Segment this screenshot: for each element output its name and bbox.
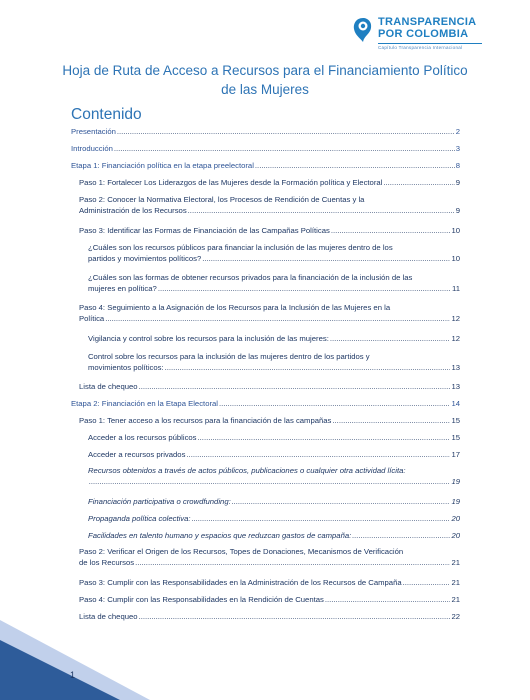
toc-page-number: 19: [451, 477, 460, 486]
toc-entry[interactable]: [71, 143, 460, 154]
toc-entry-text: Lista de chequeo: [79, 612, 138, 621]
toc-entry[interactable]: [88, 449, 460, 460]
toc-entry[interactable]: [88, 272, 460, 294]
toc-heading: Contenido: [71, 106, 142, 123]
toc-page-number: 20: [451, 514, 460, 523]
toc-page-number: 21: [451, 595, 460, 604]
toc-page-number: 10: [451, 254, 460, 263]
toc-entry-text: ¿Cuáles son las formas de obtener recursos privados para la financiación de la inclusión de las: [88, 273, 413, 282]
toc-page-number: 21: [451, 558, 460, 567]
dot-leader: [352, 530, 450, 541]
toc-page-number: 22: [451, 612, 460, 621]
toc-entry-text: Administración de los Recursos: [79, 206, 187, 215]
toc-entry-text: Facilidades en talento humano y espacios que reduzcan gastos de campaña:: [88, 531, 352, 540]
dot-leader: [188, 205, 455, 216]
dot-leader: [325, 594, 451, 605]
toc-entry[interactable]: [88, 465, 460, 487]
dot-leader: [330, 333, 451, 344]
dot-leader: [139, 381, 451, 392]
corner-decoration: [0, 560, 180, 700]
dot-leader: [105, 313, 450, 324]
dot-leader: [192, 513, 451, 524]
logo-subtitle: Capítulo Transparencia Internacional: [378, 45, 463, 50]
toc-page-number: 3: [455, 144, 460, 153]
toc-entry[interactable]: [88, 432, 460, 443]
toc-entry[interactable]: [79, 381, 460, 392]
toc-entry-text: Introducción: [71, 144, 113, 153]
dot-leader: [158, 283, 451, 294]
dot-leader: [332, 415, 450, 426]
toc-page-number: 19: [451, 497, 460, 506]
toc-entry-text: Paso 4: Cumplir con las Responsabilidades en la Rendición de Cuentas: [79, 595, 324, 604]
page-number: 1: [70, 670, 76, 680]
toc-entry[interactable]: [71, 160, 460, 171]
dot-leader: [89, 476, 450, 487]
toc-entry-text: Lista de chequeo: [79, 382, 138, 391]
dot-leader: [403, 577, 451, 588]
toc-entry[interactable]: [71, 398, 460, 409]
toc-entry-text: Paso 2: Conocer la Normativa Electoral, los Procesos de Rendición de Cuentas y la: [79, 195, 365, 204]
toc-entry-text: Acceder a los recursos públicos: [88, 433, 197, 442]
dot-leader: [165, 362, 451, 373]
toc-page-number: 11: [452, 284, 460, 293]
toc-entry-text: Paso 4: Seguimiento a la Asignación de los Recursos para la Inclusión de las Mujeres en la: [79, 303, 391, 312]
toc-entry[interactable]: [71, 126, 460, 137]
toc-entry[interactable]: [79, 194, 460, 216]
toc-entry-text: de los Recursos: [79, 558, 135, 567]
toc-entry-text: Acceder a recursos privados: [88, 450, 186, 459]
dot-leader: [117, 126, 455, 137]
toc-entry-text: Política: [79, 314, 105, 323]
toc-entry-text: Presentación: [71, 127, 116, 136]
toc-page-number: 15: [451, 416, 460, 425]
toc-page-number: 2: [455, 127, 460, 136]
logo: [352, 14, 482, 54]
toc-entry-text: Propaganda política colectiva:: [88, 514, 191, 523]
toc-entry-text: Financiación participativa o crowdfunding:: [88, 497, 231, 506]
logo-line2: POR COLOMBIA: [378, 28, 469, 40]
toc-page-number: 9: [455, 178, 460, 187]
toc-page-number: 10: [451, 226, 460, 235]
toc-page-number: 21: [451, 578, 460, 587]
toc-entry[interactable]: [88, 530, 460, 541]
toc-page-number: 12: [451, 314, 460, 323]
document-title: Hoja de Ruta de Acceso a Recursos para el Financiamiento Político de las Mujeres: [62, 63, 468, 97]
toc-page-number: 9: [455, 206, 460, 215]
dot-leader: [135, 557, 450, 568]
dot-leader: [114, 143, 455, 154]
toc-entry-text: Etapa 1: Financiación política en la etapa preelectoral: [71, 161, 254, 170]
toc-entry-text: Vigilancia y control sobre los recursos para la inclusión de las mujeres:: [88, 334, 329, 343]
logo-rule: [378, 43, 482, 44]
toc-entry-text: mujeres en política?: [88, 284, 157, 293]
logo-line1: TRANSPARENCIA: [378, 16, 477, 28]
toc-entry[interactable]: [79, 225, 460, 236]
toc-entry[interactable]: [79, 415, 460, 426]
toc-entry-text: Paso 1: Tener acceso a los recursos para la financiación de las campañas: [79, 416, 332, 425]
toc-entry[interactable]: [79, 302, 460, 324]
toc-entry[interactable]: [79, 177, 460, 188]
dot-leader: [139, 611, 451, 622]
dot-leader: [255, 160, 455, 171]
dot-leader: [202, 253, 450, 264]
toc-page-number: 20: [451, 531, 460, 540]
dot-leader: [186, 449, 450, 460]
toc-entry[interactable]: [88, 242, 460, 264]
toc-entry-text: Control sobre los recursos para la inclusión de las mujeres dentro de los partidos y: [88, 352, 370, 361]
toc-page-number: 8: [455, 161, 460, 170]
toc-entry-text: Paso 2: Verificar el Origen de los Recursos, Topes de Donaciones, Mecanismos de Verificación: [79, 547, 404, 556]
toc-entry-text: Paso 1: Fortalecer Los Liderazgos de las Mujeres desde la Formación política y Electoral: [79, 178, 383, 187]
dot-leader: [232, 496, 451, 507]
toc-entry-text: Paso 3: Identificar las Formas de Financiación de las Campañas Políticas: [79, 226, 330, 235]
toc-page-number: 17: [451, 450, 460, 459]
toc-entry-text: ¿Cuáles son los recursos públicos para financiar la inclusión de las mujeres dentro de los: [88, 243, 393, 252]
dot-leader: [383, 177, 454, 188]
toc-entry[interactable]: [88, 333, 460, 344]
dot-leader: [219, 398, 450, 409]
toc-entry-text: Paso 3: Cumplir con las Responsabilidades en la Administración de los Recursos de Campaña: [79, 578, 402, 587]
toc-entry[interactable]: [88, 351, 460, 373]
toc-page-number: 14: [451, 399, 460, 408]
toc-page-number: 13: [451, 382, 460, 391]
toc-page-number: 15: [451, 433, 460, 442]
toc-entry-text: Recursos obtenidos a través de actos públicos, publicaciones o cualquier otra actividad lícita:: [88, 466, 406, 475]
transparencia-logo-icon: [352, 16, 374, 44]
toc-entry-text: partidos y movimientos políticos?: [88, 254, 202, 263]
dot-leader: [331, 225, 451, 236]
toc-entry[interactable]: [88, 513, 460, 524]
dot-leader: [198, 432, 451, 443]
toc-entry-text: movimientos políticos:: [88, 363, 164, 372]
toc-page-number: 12: [451, 334, 460, 343]
toc-page-number: 13: [451, 363, 460, 372]
toc-entry[interactable]: [88, 496, 460, 507]
toc-entry-text: Etapa 2: Financiación en la Etapa Electoral: [71, 399, 219, 408]
